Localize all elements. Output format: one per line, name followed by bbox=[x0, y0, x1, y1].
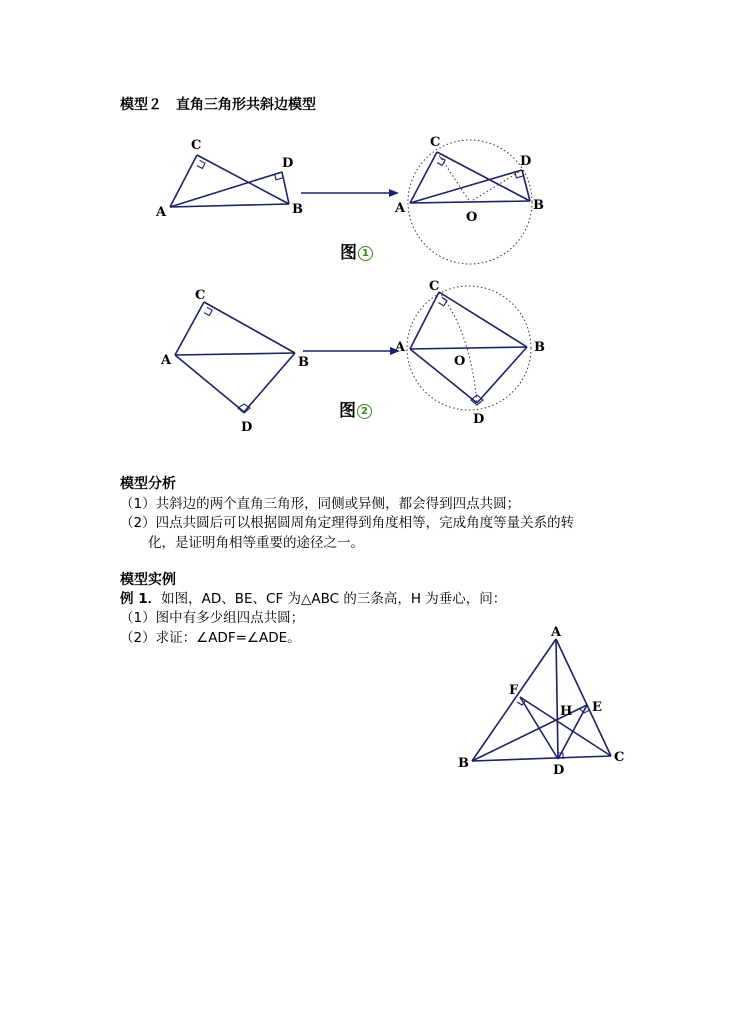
label-A: A bbox=[551, 625, 562, 640]
altitude-AD bbox=[556, 639, 558, 759]
label-H: H bbox=[560, 704, 573, 719]
model-title: 模型２ 直角三角形共斜边模型 bbox=[120, 97, 316, 113]
label-A: A bbox=[156, 205, 167, 220]
analysis-heading: 模型分析 bbox=[120, 476, 176, 492]
label-F: F bbox=[509, 683, 519, 698]
examples-heading: 模型实例 bbox=[120, 572, 176, 588]
example1-label: 例 1． bbox=[120, 591, 162, 607]
label-D: D bbox=[520, 154, 532, 169]
caption-text: 图 bbox=[340, 243, 357, 263]
segment-FD bbox=[520, 697, 558, 759]
example1-text: 如图，AD、BE、CF 为△ABC 的三条高，H 为垂心，问： bbox=[161, 591, 507, 607]
label-B: B bbox=[533, 198, 544, 213]
label-B: B bbox=[298, 355, 309, 370]
circled-number: 2 bbox=[357, 404, 372, 419]
label-O: O bbox=[454, 354, 466, 369]
example1-question-1: （1）图中有多少组四点共圆； bbox=[120, 610, 305, 626]
label-A: A bbox=[395, 340, 406, 355]
label-C: C bbox=[195, 288, 206, 303]
label-A: A bbox=[395, 201, 406, 216]
label-B: B bbox=[534, 340, 545, 355]
circled-number: 1 bbox=[358, 246, 373, 261]
analysis-line-2a: （2）四点共圆后可以根据圆周角定理得到角度相等，完成角度等量关系的转 bbox=[120, 515, 575, 531]
label-O: O bbox=[466, 210, 478, 225]
caption-text: 图 bbox=[339, 401, 356, 421]
label-D: D bbox=[282, 156, 294, 171]
label-C: C bbox=[430, 135, 441, 150]
segment-BC bbox=[472, 756, 611, 761]
label-D: D bbox=[241, 420, 253, 435]
label-D: D bbox=[553, 763, 565, 778]
analysis-line-2b: 化，是证明角相等重要的途径之一。 bbox=[148, 535, 364, 551]
label-B: B bbox=[458, 756, 469, 771]
label-C: C bbox=[429, 279, 440, 294]
label-B: B bbox=[292, 202, 303, 217]
label-C: C bbox=[614, 750, 625, 765]
label-A: A bbox=[161, 353, 172, 368]
label-D: D bbox=[473, 412, 485, 427]
label-C: C bbox=[191, 138, 202, 153]
analysis-line-1: （1）共斜边的两个直角三角形，同侧或异侧，都会得到四点共圆； bbox=[120, 496, 521, 512]
label-E: E bbox=[592, 700, 602, 715]
segment-AB bbox=[472, 639, 556, 761]
example1-question-2: （2）求证：∠ADF=∠ADE。 bbox=[120, 630, 301, 646]
